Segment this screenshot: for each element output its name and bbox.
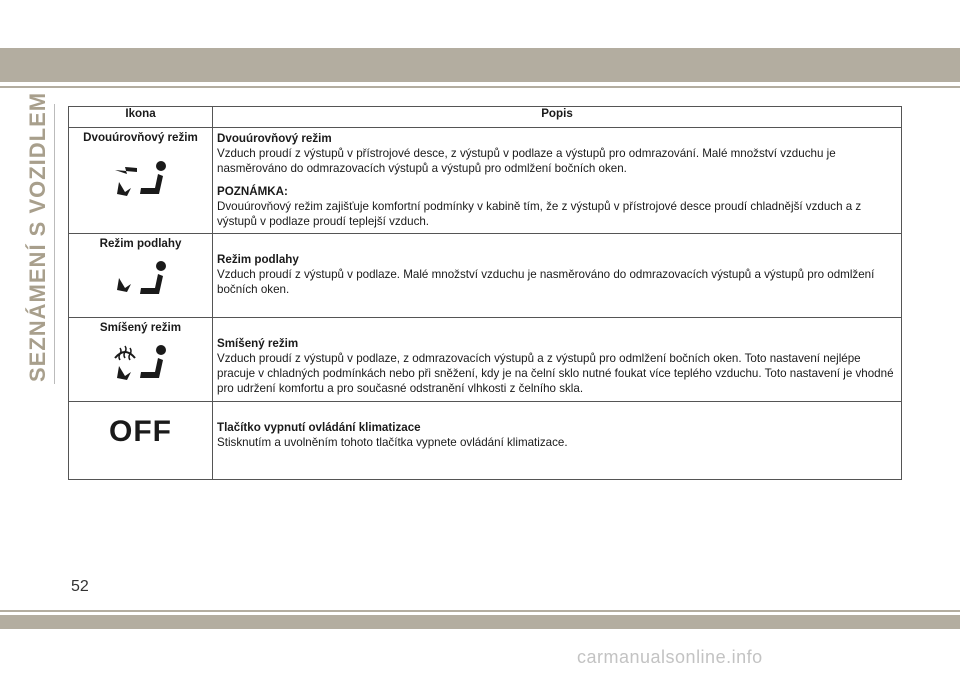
row-title: Dvouúrovňový režim bbox=[217, 132, 332, 145]
header-icon: Ikona bbox=[69, 107, 213, 128]
page-number: 52 bbox=[71, 578, 89, 595]
icon-label: Režim podlahy bbox=[99, 237, 182, 250]
watermark: carmanualsonline.info bbox=[577, 647, 763, 667]
row-title: Tlačítko vypnutí ovládání klimatizace bbox=[217, 421, 421, 434]
header-description: Popis bbox=[213, 107, 902, 128]
mix-mode-icon bbox=[111, 340, 171, 390]
section-title: SEZNÁMENÍ S VOZIDLEM bbox=[25, 91, 50, 382]
header-band bbox=[0, 48, 960, 82]
row-text: Vzduch proudí z výstupů v podlaze. Malé množství vzduchu je nasměrováno do odmrazovacích výstupů a výstupů pro odmlžení bočních oken. bbox=[217, 268, 875, 296]
footer-band bbox=[0, 615, 960, 629]
row-text: Vzduch proudí z výstupů v podlaze, z odmrazovacích výstupů a z výstupů pro odmlžení bočních oken. Toto nastavení nejlépe pracuje v chladných podmínkách nebo při sněžení, kdy je na čelní sklo nutné foukat více teplého vzduchu. Toto nastavení je vhodné pro udržení komfortu a pro současné odstranění vlhkosti z čelního skla. bbox=[217, 352, 894, 395]
table-header-row bbox=[69, 107, 902, 128]
description-cell bbox=[213, 318, 902, 402]
table-row bbox=[69, 318, 902, 402]
row-title: Režim podlahy bbox=[217, 253, 299, 266]
row-text: Stisknutím a uvolněním tohoto tlačítka vypnete ovládání klimatizace. bbox=[217, 436, 568, 449]
note-text: Dvouúrovňový režim zajišťuje komfortní podmínky v kabině tím, že z výstupů v přístrojové desce proudí chladnější vzduch a z výstupů v podlaze proudí teplejší vzduch. bbox=[217, 200, 862, 228]
icon-cell bbox=[69, 402, 213, 480]
description-cell bbox=[213, 128, 902, 234]
icon-cell bbox=[69, 128, 213, 234]
row-title: Smíšený režim bbox=[217, 337, 299, 350]
icon-cell bbox=[69, 318, 213, 402]
icon-label: Dvouúrovňový režim bbox=[83, 131, 198, 144]
off-icon: OFF bbox=[109, 415, 172, 448]
footer-rule bbox=[0, 610, 960, 612]
table-row bbox=[69, 234, 902, 318]
table-row bbox=[69, 402, 902, 480]
description-cell bbox=[213, 234, 902, 318]
bilevel-mode-icon bbox=[111, 158, 171, 204]
note-title: POZNÁMKA: bbox=[217, 185, 288, 198]
table-row bbox=[69, 128, 902, 234]
description-cell bbox=[213, 402, 902, 480]
climate-modes-table bbox=[68, 106, 902, 480]
header-rule bbox=[0, 86, 960, 88]
side-divider bbox=[54, 104, 55, 384]
floor-mode-icon bbox=[111, 258, 171, 304]
icon-label: Smíšený režim bbox=[99, 321, 182, 334]
icon-cell bbox=[69, 234, 213, 318]
row-text: Vzduch proudí z výstupů v přístrojové desce, z výstupů v podlaze a výstupů pro odmrazování. Malé množství vzduchu je nasměrováno do odmrazovacích výstupů a výstupů pro odmlžení bočních oken. bbox=[217, 147, 836, 175]
